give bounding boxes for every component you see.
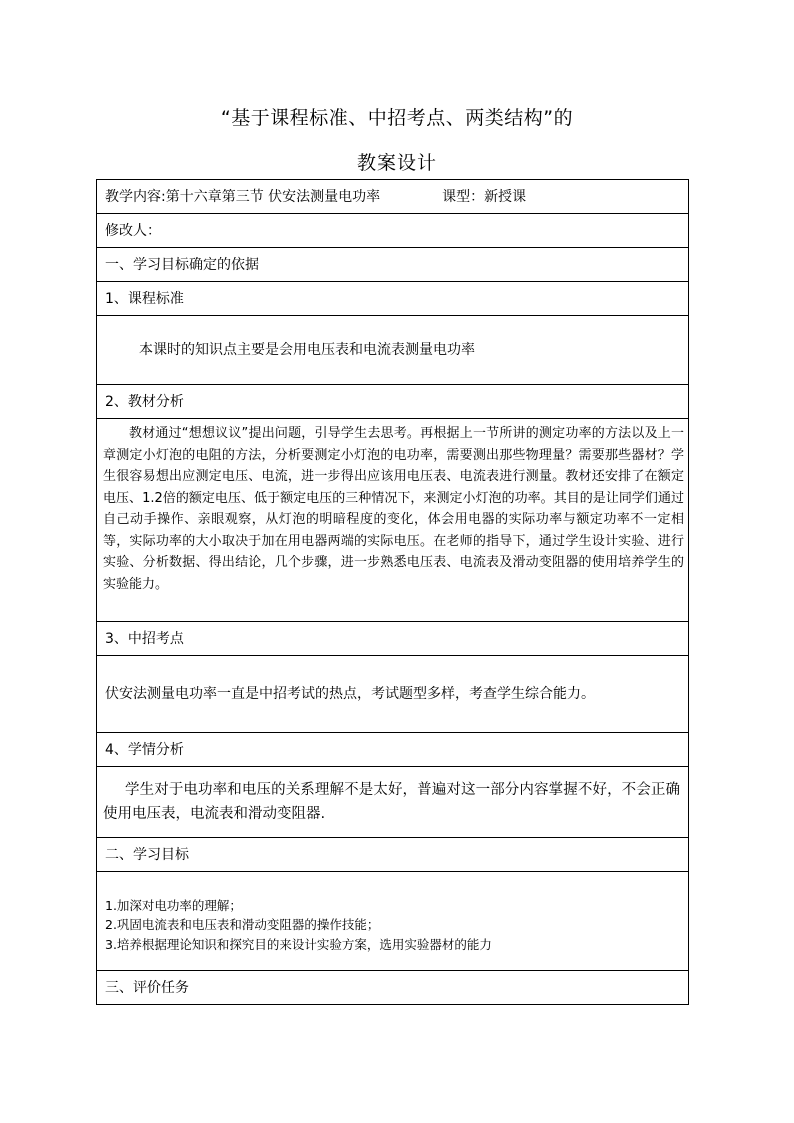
student-text-row [97, 767, 689, 838]
textbook-text-row [97, 419, 689, 622]
info-row [97, 180, 689, 214]
section1-heading-row [97, 248, 689, 282]
exam-text-row [97, 656, 689, 733]
lesson-content: 教学内容:第十六章第三节 伏安法测量电功率 [105, 188, 381, 205]
textbook-heading-row [97, 385, 689, 419]
lesson-type: 课型：新授课 [442, 188, 527, 205]
lesson-plan-table [96, 179, 689, 1005]
exam-text: 伏安法测量电功率一直是中招考试的热点，考试题型多样，考查学生综合能力。 [97, 656, 689, 733]
goals-row [97, 872, 689, 971]
student-heading: 4、学情分析 [97, 733, 689, 767]
exam-heading: 3、中招考点 [97, 622, 689, 656]
curriculum-text: 本课时的知识点主要是会用电压表和电流表测量电功率 [97, 316, 689, 385]
textbook-heading: 2、教材分析 [97, 385, 689, 419]
student-text: 学生对于电功率和电压的关系理解不是太好，普遍对这一部分内容掌握不好，不会正确使用电压表，电流表和滑动变阻器. [97, 767, 689, 838]
section3-heading-row [97, 971, 689, 1005]
info-cell [97, 180, 689, 214]
section2-heading-row [97, 838, 689, 872]
goal-item: 2.巩固电流表和电压表和滑动变阻器的操作技能； [105, 917, 380, 933]
curriculum-text-row [97, 316, 689, 385]
reviser-label: 修改人： [97, 214, 689, 248]
exam-heading-row [97, 622, 689, 656]
reviser-row [97, 214, 689, 248]
curriculum-heading: 1、课程标准 [97, 282, 689, 316]
document-title: “基于课程标准、中招考点、两类结构”的 [220, 107, 574, 129]
section1-heading: 一、学习目标确定的依据 [97, 248, 689, 282]
curriculum-heading-row [97, 282, 689, 316]
goals-cell [97, 872, 689, 971]
student-heading-row [97, 733, 689, 767]
goal-item: 1.加深对电功率的理解； [105, 897, 242, 913]
goal-item: 3.培养根据理论知识和探究目的来设计实验方案，选用实验器材的能力 [105, 936, 492, 952]
section3-heading: 三、评价任务 [97, 971, 689, 1005]
section2-heading: 二、学习目标 [97, 838, 689, 872]
document-subtitle: 教案设计 [356, 152, 437, 174]
textbook-text: 教材通过“想想议议”提出问题，引导学生去思考。再根据上一节所讲的测定功率的方法以及上一章测定小灯泡的电阻的方法，分析要测定小灯泡的电功率，需要测出那些物理量？需要那些器材？学生很容易想出应测定电压、电流，进一步得出应该用电压表、电流表进行测量。教材还安排了在额定电压、1.2倍的额定电压、低于额定电压的三种情况下，来测定小灯泡的功率。其目的是让同学们通过自己动手操作、亲眼观察，从灯泡的明暗程度的变化，体会用电器的实际功率与额定功率不一定相等，实际功率的大小取决于加在用电器两端的实际电压。在老师的指导下，通过学生设计实验、进行实验、分析数据、得出结论，几个步骤，进一步熟悉电压表、电流表及滑动变阻器的使用培养学生的实验能力。 [97, 419, 689, 622]
